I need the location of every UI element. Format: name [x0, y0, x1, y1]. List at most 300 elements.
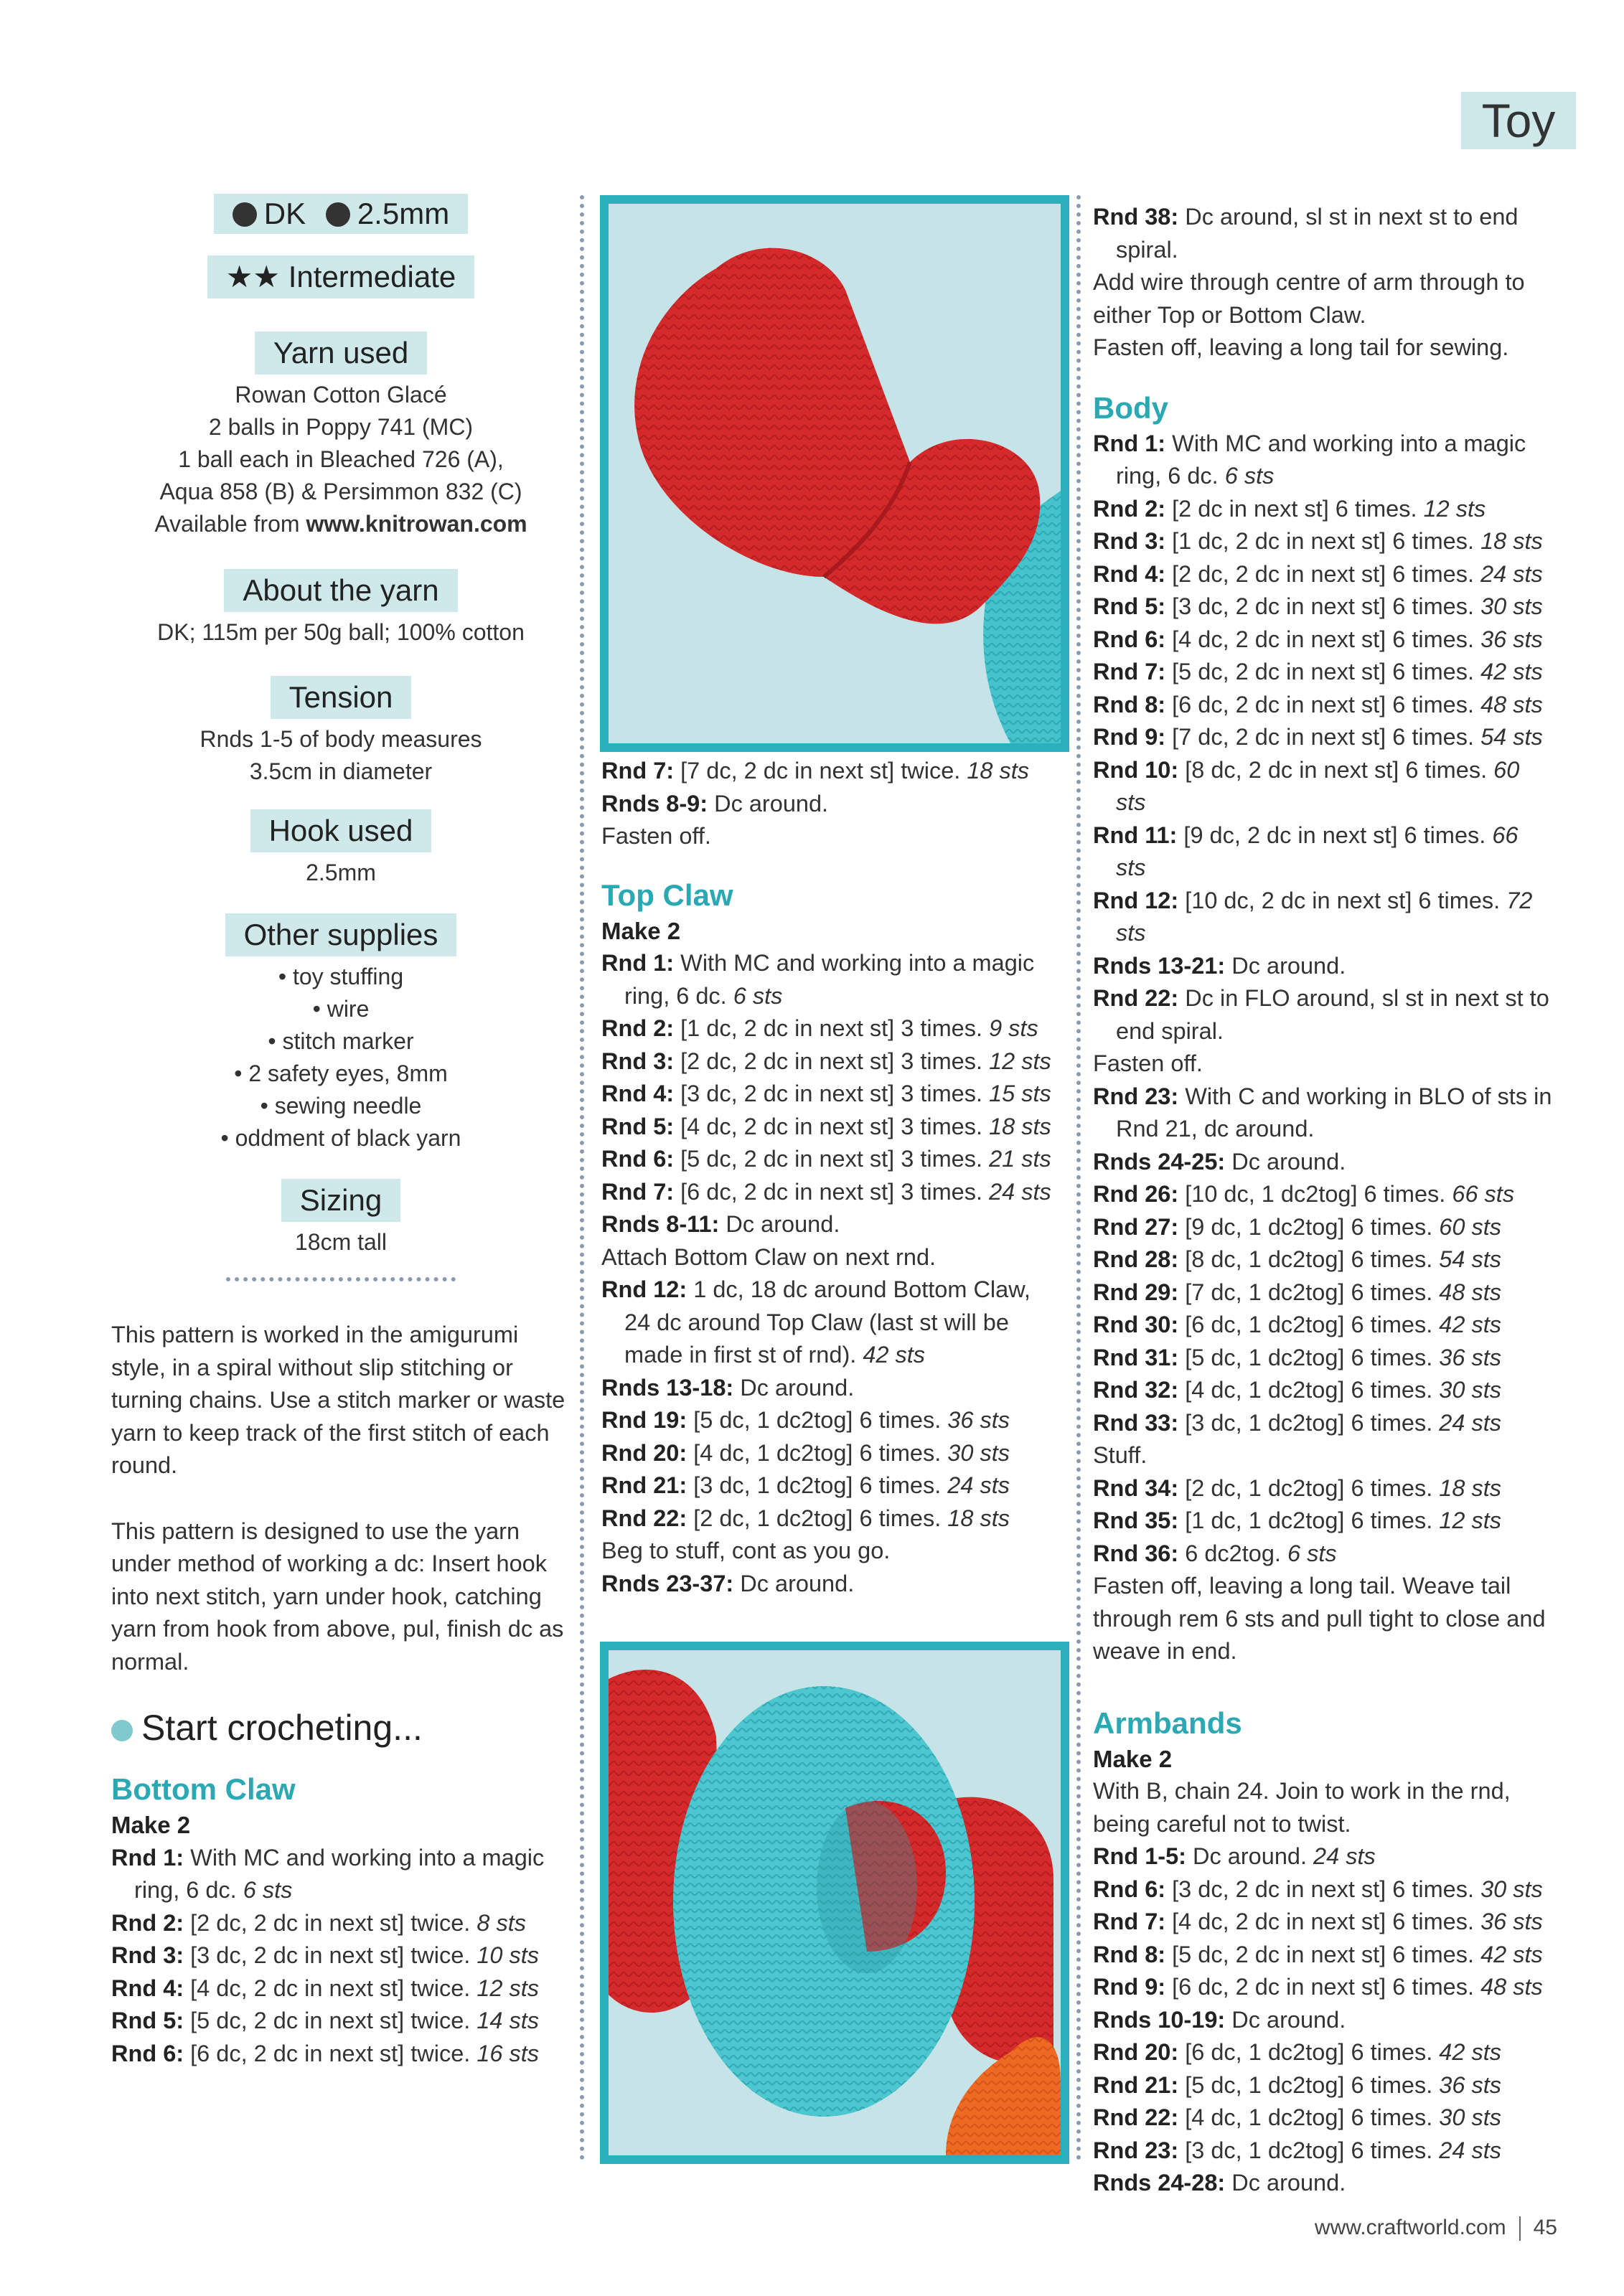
pattern-row — [1093, 1906, 1552, 1939]
pattern-row — [1093, 1178, 1552, 1211]
pattern-row — [1093, 2004, 1552, 2037]
row-label: Rnds 23-37: — [601, 1570, 734, 1596]
row-label: Rnd 8: — [1093, 1941, 1166, 1967]
pattern-row — [1093, 1276, 1552, 1309]
pattern-row — [601, 1274, 1061, 1372]
pattern-row — [1093, 754, 1552, 819]
row-instruction: [2 dc, 2 dc in next st] 6 times. — [1165, 560, 1481, 587]
stitch-count: 66 sts — [1116, 822, 1519, 880]
tension-line: Rnds 1-5 of body measures — [200, 726, 482, 752]
row-instruction: Dc around. — [1225, 2006, 1346, 2033]
stitch-count: 42 sts — [1480, 659, 1543, 684]
row-instruction: With MC and working into a magic ring, 6 dc. — [624, 950, 1035, 1009]
row-instruction: Dc around. — [1186, 1843, 1314, 1869]
stitch-count: 24 sts — [989, 1178, 1051, 1205]
row-label: Rnd 7: — [601, 758, 675, 784]
pattern-row — [1093, 1243, 1552, 1276]
row-instruction: [3 dc, 1 dc2tog] 6 times. — [1178, 2137, 1440, 2163]
row-instruction: With MC and working into a magic ring, 6 dc. — [134, 1844, 545, 1903]
stitch-count: 10 sts — [477, 1942, 540, 1968]
row-label: Rnd 4: — [111, 1975, 184, 2001]
pattern-row — [1093, 1472, 1552, 1505]
row-instruction: Dc around. — [733, 1374, 855, 1401]
row-label: Rnd 28: — [1093, 1246, 1179, 1272]
row-label: Rnd 4: — [1093, 560, 1166, 587]
body-stuff-text: Stuff. — [1093, 1442, 1147, 1468]
pattern-row — [601, 1208, 1061, 1241]
difficulty-label: Intermediate — [288, 260, 456, 293]
row-instruction: [2 dc, 2 dc in next st] 3 times. — [674, 1048, 990, 1074]
left-column — [111, 194, 571, 2070]
row-label: Rnd 6: — [601, 1146, 675, 1172]
yarn-hook-badge — [214, 194, 468, 234]
row-instruction: [4 dc, 2 dc in next st] 6 times. — [1165, 1909, 1481, 1934]
row-instruction: [5 dc, 2 dc in next st] twice. — [184, 2008, 477, 2033]
pattern-row — [601, 1045, 1061, 1078]
row-label: Rnd 1: — [111, 1844, 184, 1871]
row-instruction: [7 dc, 2 dc in next st] 6 times. — [1165, 724, 1481, 750]
yarn-supplier-link[interactable]: www.knitrowan.com — [306, 511, 527, 537]
row-label: Rnd 1-5: — [1093, 1843, 1186, 1869]
divider-dots — [226, 1277, 456, 1281]
bottom-claw-heading: Bottom Claw — [111, 1772, 296, 1806]
stitch-count: 54 sts — [1439, 1246, 1502, 1272]
pattern-row — [1093, 1840, 1552, 1873]
armbands-heading: Armbands — [1093, 1705, 1242, 1740]
row-instruction: Dc around. — [1225, 2170, 1346, 2196]
available-from: Available from www.knitrowan.com — [154, 511, 527, 537]
row-label: Rnd 30: — [1093, 1312, 1179, 1337]
row-label: Rnd 23: — [1093, 2137, 1179, 2163]
pattern-row — [1093, 201, 1552, 266]
pattern-row — [1093, 1211, 1552, 1244]
body-rows-2 — [1093, 1081, 1552, 1440]
row-label: Rnd 20: — [1093, 2039, 1179, 2065]
row-instruction: Dc around. — [708, 790, 829, 817]
stitch-count: 36 sts — [947, 1407, 1010, 1433]
badge-hook-size: 2.5mm — [357, 197, 450, 230]
row-label: Rnd 2: — [1093, 495, 1166, 522]
body-rows — [1093, 428, 1552, 1048]
pattern-row — [1093, 558, 1552, 591]
row-label: Rnds 13-18: — [601, 1374, 734, 1401]
row-label: Rnds 24-28: — [1093, 2170, 1226, 2196]
row-label: Rnd 2: — [111, 1909, 184, 1936]
pattern-row — [1093, 656, 1552, 689]
stitch-count: 18 sts — [1480, 528, 1543, 554]
armband-photo-illustration — [609, 1650, 1061, 2155]
pattern-row — [1093, 591, 1552, 624]
row-instruction: [3 dc, 1 dc2tog] 6 times. — [1178, 1409, 1440, 1436]
pattern-row — [601, 1176, 1061, 1209]
stitch-count: 24 sts — [947, 1472, 1010, 1498]
yarn-line: Rowan Cotton Glacé — [235, 382, 447, 408]
row-instruction: [6 dc, 2 dc in next st] twice. — [184, 2040, 477, 2066]
stitch-count: 24 sts — [1313, 1843, 1376, 1869]
pattern-row — [601, 1111, 1061, 1144]
pattern-row — [601, 1404, 1061, 1437]
row-label: Rnd 36: — [1093, 1540, 1179, 1566]
row-instruction: [5 dc, 2 dc in next st] 6 times. — [1165, 1941, 1481, 1967]
stitch-count: 30 sts — [1480, 593, 1543, 619]
row-label: Rnd 1: — [1093, 430, 1166, 456]
difficulty-badge — [207, 255, 474, 298]
middle-column — [601, 755, 1061, 1600]
row-instruction: With C and working in BLO of sts in Rnd 21, dc around. — [1116, 1083, 1552, 1142]
stitch-count: 8 sts — [477, 1909, 526, 1936]
pattern-row — [1093, 2069, 1552, 2102]
row-label: Rnd 35: — [1093, 1507, 1179, 1533]
row-instruction: Dc around. — [719, 1211, 840, 1237]
row-label: Rnds 8-11: — [601, 1211, 720, 1237]
row-label: Rnd 6: — [111, 2040, 184, 2066]
pattern-row — [1093, 2036, 1552, 2069]
pattern-row — [1093, 689, 1552, 722]
stitch-count: 66 sts — [1452, 1181, 1515, 1207]
pattern-row — [1093, 2102, 1552, 2135]
badge-yarn-weight: DK — [263, 197, 306, 230]
row-instruction: [2 dc, 1 dc2tog] 6 times. — [1178, 1474, 1440, 1501]
row-instruction: [8 dc, 1 dc2tog] 6 times. — [1178, 1246, 1440, 1272]
pattern-row — [1093, 1971, 1552, 2004]
stuff-text: Beg to stuff, cont as you go. — [601, 1538, 891, 1563]
row-label: Rnd 3: — [601, 1048, 675, 1074]
stitch-count: 24 sts — [1439, 1409, 1502, 1436]
yarn-ball-icon — [233, 202, 257, 227]
about-yarn-heading: About the yarn — [224, 569, 457, 612]
stitch-count: 18 sts — [947, 1505, 1010, 1531]
row-instruction: [5 dc, 1 dc2tog] 6 times. — [687, 1407, 948, 1433]
stitch-count: 42 sts — [1439, 1312, 1502, 1337]
row-label: Rnd 22: — [1093, 985, 1179, 1011]
row-instruction: With MC and working into a magic ring, 6 dc. — [1116, 430, 1526, 489]
stitch-count: 30 sts — [947, 1439, 1010, 1466]
stitch-count: 6 sts — [1287, 1540, 1337, 1566]
row-instruction: [4 dc, 1 dc2tog] 6 times. — [1178, 1377, 1440, 1403]
supply-item: • sewing needle — [260, 1093, 422, 1119]
sizing-text: 18cm tall — [294, 1229, 388, 1255]
row-label: Rnd 19: — [601, 1407, 687, 1433]
row-label: Rnd 21: — [1093, 2071, 1179, 2098]
row-instruction: [4 dc, 2 dc in next st] 3 times. — [674, 1113, 990, 1139]
row-label: Rnd 10: — [1093, 756, 1179, 783]
yarn-ball-icon — [111, 1720, 133, 1741]
supply-item: • toy stuffing — [278, 964, 404, 989]
row-instruction: [1 dc, 1 dc2tog] 6 times. — [1178, 1507, 1440, 1533]
tension-line: 3.5cm in diameter — [249, 758, 433, 784]
hook-used-text: 2.5mm — [306, 860, 376, 885]
about-yarn-text: DK; 115m per 50g ball; 100% cotton — [157, 619, 525, 645]
row-label: Rnd 8: — [1093, 691, 1166, 718]
row-instruction: [10 dc, 1 dc2tog] 6 times. — [1178, 1181, 1452, 1207]
stitch-count: 36 sts — [1480, 626, 1543, 652]
pattern-row — [601, 1568, 1061, 1601]
hook-used-heading: Hook used — [250, 809, 432, 852]
supply-item: • oddment of black yarn — [220, 1125, 461, 1151]
wire-text: Add wire through centre of arm through to either Top or Bottom Claw. — [1093, 269, 1525, 328]
row-label: Rnd 9: — [1093, 724, 1166, 750]
stitch-count: 12 sts — [989, 1048, 1051, 1074]
row-instruction: 6 dc2tog. — [1178, 1540, 1287, 1566]
stitch-count: 30 sts — [1439, 2104, 1502, 2130]
pattern-row — [1093, 950, 1552, 983]
intro-paragraph-2: This pattern is designed to use the yarn under method of working a dc: Insert hook into next stitch, yarn under hook, catching yarn from hook from above, pul, finish dc as normal. — [111, 1518, 564, 1675]
footer-url[interactable]: www.craftworld.com — [1314, 2216, 1506, 2239]
stitch-count: 42 sts — [1439, 2039, 1502, 2065]
yarn-used-heading: Yarn used — [255, 331, 427, 375]
pattern-row — [111, 2038, 571, 2071]
armbands-intro: With B, chain 24. Join to work in the rnd, being careful not to twist. — [1093, 1778, 1511, 1837]
claw-photo — [600, 195, 1069, 752]
pattern-row — [601, 1078, 1061, 1111]
row-instruction: [6 dc, 2 dc in next st] 6 times. — [1165, 1974, 1481, 2000]
stitch-count: 14 sts — [477, 2008, 540, 2033]
row-instruction: [2 dc in next st] 6 times. — [1165, 495, 1424, 522]
pattern-row — [111, 1972, 571, 2005]
row-instruction: [2 dc, 1 dc2tog] 6 times. — [687, 1505, 948, 1531]
column-divider — [1076, 195, 1081, 2161]
stitch-count: 18 sts — [989, 1113, 1051, 1139]
row-instruction: Dc around. — [1225, 1148, 1346, 1175]
row-instruction: [9 dc, 1 dc2tog] 6 times. — [1178, 1213, 1440, 1240]
row-label: Rnd 27: — [1093, 1213, 1179, 1240]
row-instruction: [3 dc, 2 dc in next st] 6 times. — [1165, 1876, 1481, 1902]
row-instruction: [1 dc, 2 dc in next st] 3 times. — [674, 1015, 990, 1041]
stitch-count: 36 sts — [1439, 2071, 1502, 2098]
stitch-count: 12 sts — [1439, 1507, 1502, 1533]
stitch-count: 60 sts — [1116, 756, 1520, 815]
row-label: Rnd 31: — [1093, 1344, 1179, 1370]
stitch-count: 16 sts — [477, 2040, 540, 2066]
supply-item: • stitch marker — [268, 1028, 414, 1054]
pattern-row — [1093, 2167, 1552, 2200]
row-label: Rnd 4: — [601, 1081, 675, 1106]
right-column — [1093, 201, 1552, 2200]
row-instruction: [7 dc, 1 dc2tog] 6 times. — [1178, 1279, 1440, 1305]
pattern-row — [1093, 982, 1552, 1048]
stitch-count: 36 sts — [1439, 1344, 1502, 1370]
stitch-count: 42 sts — [1480, 1941, 1543, 1967]
row-label: Rnds 10-19: — [1093, 2006, 1226, 2033]
yarn-line: 1 ball each in Bleached 726 (A), — [178, 446, 504, 472]
row-instruction: 1 dc, 18 dc around Bottom Claw, 24 dc around Top Claw (last st will be made in first st of rnd). — [624, 1276, 1031, 1368]
row-instruction: [3 dc, 2 dc in next st] 3 times. — [674, 1081, 990, 1106]
stitch-count: 12 sts — [477, 1975, 540, 2001]
row-label: Rnd 38: — [1093, 204, 1179, 230]
row-label: Rnd 2: — [601, 1015, 675, 1041]
stitch-count: 12 sts — [1423, 495, 1486, 522]
column-divider — [580, 195, 584, 2161]
top-claw-rows-2 — [601, 1274, 1061, 1535]
row-instruction: [4 dc, 2 dc in next st] 6 times. — [1165, 626, 1481, 652]
stitch-count: 60 sts — [1439, 1213, 1502, 1240]
row-instruction: [3 dc, 1 dc2tog] 6 times. — [687, 1472, 948, 1498]
pattern-row — [1093, 1309, 1552, 1342]
armbands-make: Make 2 — [1093, 1745, 1173, 1772]
row-instruction: [6 dc, 1 dc2tog] 6 times. — [1178, 1312, 1440, 1337]
pattern-row — [111, 2005, 571, 2038]
row-label: Rnd 6: — [1093, 626, 1166, 652]
row-instruction: [6 dc, 1 dc2tog] 6 times. — [1178, 2039, 1440, 2065]
stitch-count: 72 sts — [1116, 887, 1533, 946]
yarn-line: 2 balls in Poppy 741 (MC) — [208, 414, 474, 440]
row-label: Rnd 12: — [601, 1276, 687, 1302]
pattern-row — [1093, 624, 1552, 657]
row-instruction: [2 dc, 2 dc in next st] twice. — [184, 1909, 477, 1936]
intro-paragraph-1: This pattern is worked in the amigurumi style, in a spiral without slip stitching or turning chains. Use a stitch marker or waste yarn to keep track of the first stitch of each round. — [111, 1322, 565, 1478]
stitch-count: 42 sts — [863, 1342, 926, 1368]
row-instruction: [4 dc, 2 dc in next st] twice. — [184, 1975, 477, 2001]
row-label: Rnd 29: — [1093, 1279, 1179, 1305]
body-fasten-text: Fasten off. — [1093, 1050, 1203, 1076]
stitch-count: 30 sts — [1439, 1377, 1502, 1403]
stitch-count: 48 sts — [1480, 1974, 1543, 2000]
stitch-count: 36 sts — [1480, 1909, 1543, 1934]
sizing-heading: Sizing — [281, 1179, 400, 1222]
row-label: Rnd 34: — [1093, 1474, 1179, 1501]
pattern-row — [111, 1939, 571, 1972]
row-label: Rnd 20: — [601, 1439, 687, 1466]
row-label: Rnd 22: — [601, 1505, 687, 1531]
pattern-row — [111, 1907, 571, 1940]
pattern-row — [1093, 1538, 1552, 1571]
top-claw-make: Make 2 — [601, 917, 681, 944]
hook-icon — [326, 202, 350, 227]
armbands-rows — [1093, 1840, 1552, 2200]
row-instruction: [4 dc, 1 dc2tog] 6 times. — [687, 1439, 948, 1466]
pattern-row — [1093, 819, 1552, 885]
row-instruction: [5 dc, 2 dc in next st] 6 times. — [1165, 659, 1481, 684]
claw-end-rows — [601, 755, 1061, 820]
attach-text: Attach Bottom Claw on next rnd. — [601, 1243, 937, 1270]
pattern-row — [1093, 1342, 1552, 1375]
row-instruction: [5 dc, 2 dc in next st] 3 times. — [674, 1146, 990, 1172]
stitch-count: 24 sts — [1439, 2137, 1502, 2163]
top-claw-heading: Top Claw — [601, 878, 733, 912]
footer-separator — [1519, 2216, 1521, 2241]
row-label: Rnd 12: — [1093, 887, 1179, 913]
row-label: Rnd 3: — [111, 1942, 184, 1968]
top-claw-rows — [601, 947, 1061, 1241]
stitch-count: 30 sts — [1480, 1876, 1543, 1902]
pattern-row — [601, 1469, 1061, 1502]
row-instruction: [6 dc, 2 dc in next st] 6 times. — [1165, 691, 1481, 718]
pattern-row — [1093, 2135, 1552, 2168]
row-label: Rnd 32: — [1093, 1377, 1179, 1403]
start-crocheting-heading: Start crocheting... — [111, 1705, 571, 1750]
row-label: Rnds 24-25: — [1093, 1148, 1226, 1175]
other-supplies-heading: Other supplies — [225, 913, 457, 956]
pattern-row — [601, 755, 1061, 788]
fasten-tail-text: Fasten off, leaving a long tail for sewing. — [1093, 334, 1509, 360]
bottom-claw-rows — [111, 1842, 571, 2071]
pattern-row — [1093, 885, 1552, 950]
armband-photo — [600, 1642, 1069, 2164]
row-label: Rnd 7: — [1093, 659, 1166, 684]
row-label: Rnd 7: — [601, 1178, 675, 1205]
stitch-count: 15 sts — [989, 1081, 1051, 1106]
row-instruction: [8 dc, 2 dc in next st] 6 times. — [1178, 756, 1494, 783]
difficulty-stars: ★★ — [225, 260, 281, 293]
supply-item: • wire — [312, 996, 370, 1022]
page-footer — [1220, 2216, 1557, 2241]
row-label: Rnd 1: — [601, 950, 675, 976]
claw-photo-illustration — [609, 204, 1061, 743]
row-label: Rnd 5: — [601, 1113, 675, 1139]
body-heading: Body — [1093, 390, 1168, 425]
row-label: Rnd 5: — [1093, 593, 1166, 619]
row-label: Rnd 7: — [1093, 1909, 1166, 1934]
row-instruction: [4 dc, 1 dc2tog] 6 times. — [1178, 2104, 1440, 2130]
pattern-row — [601, 1437, 1061, 1470]
row-instruction: Dc around. — [733, 1570, 855, 1596]
claw-finish-rows — [1093, 201, 1552, 266]
top-claw-end-rows — [601, 1568, 1061, 1601]
bottom-claw-make: Make 2 — [111, 1812, 191, 1838]
pattern-row — [111, 1842, 571, 1907]
stitch-count: 21 sts — [989, 1146, 1051, 1172]
row-instruction: [9 dc, 2 dc in next st] 6 times. — [1177, 822, 1493, 848]
pattern-row — [601, 947, 1061, 1012]
pattern-row — [601, 1012, 1061, 1045]
pattern-row — [1093, 428, 1552, 493]
row-instruction: [6 dc, 2 dc in next st] 3 times. — [674, 1178, 990, 1205]
pattern-row — [601, 788, 1061, 821]
pattern-row — [1093, 493, 1552, 526]
pattern-row — [1093, 1146, 1552, 1179]
pattern-row — [1093, 1873, 1552, 1906]
row-label: Rnd 11: — [1093, 822, 1178, 848]
pattern-row — [601, 1143, 1061, 1176]
stitch-count: 6 sts — [733, 982, 783, 1009]
row-instruction: Dc in FLO around, sl st in next st to end spiral. — [1116, 985, 1549, 1044]
pattern-row — [1093, 1407, 1552, 1440]
stitch-count: 24 sts — [1480, 560, 1543, 587]
pattern-row — [1093, 721, 1552, 754]
row-label: Rnd 9: — [1093, 1974, 1166, 2000]
row-label: Rnds 13-21: — [1093, 952, 1226, 979]
pattern-row — [1093, 1505, 1552, 1538]
stitch-count: 48 sts — [1480, 691, 1543, 718]
pattern-row — [1093, 525, 1552, 558]
row-instruction: [5 dc, 1 dc2tog] 6 times. — [1178, 2071, 1440, 2098]
row-instruction: [5 dc, 1 dc2tog] 6 times. — [1178, 1344, 1440, 1370]
row-label: Rnd 26: — [1093, 1181, 1179, 1207]
row-instruction: [3 dc, 2 dc in next st] twice. — [184, 1942, 477, 1968]
row-label: Rnd 33: — [1093, 1409, 1179, 1436]
row-label: Rnd 22: — [1093, 2104, 1179, 2130]
stitch-count: 48 sts — [1439, 1279, 1502, 1305]
section-tag: Toy — [1461, 92, 1576, 149]
body-rows-3 — [1093, 1472, 1552, 1571]
yarn-line: Aqua 858 (B) & Persimmon 832 (C) — [159, 479, 522, 504]
body-end-text: Fasten off, leaving a long tail. Weave tail through rem 6 sts and pull tight to close and weave in end. — [1093, 1573, 1546, 1664]
row-instruction: Dc around, sl st in next st to end spiral. — [1116, 204, 1519, 263]
fasten-off-text: Fasten off. — [601, 823, 711, 849]
pattern-row — [1093, 1081, 1552, 1146]
row-instruction: [7 dc, 2 dc in next st] twice. — [674, 758, 967, 784]
stitch-count: 6 sts — [243, 1877, 293, 1903]
row-label: Rnd 21: — [601, 1472, 687, 1498]
row-instruction: Dc around. — [1225, 952, 1346, 979]
pattern-row — [601, 1502, 1061, 1535]
stitch-count: 18 sts — [1439, 1474, 1502, 1501]
row-label: Rnd 3: — [1093, 528, 1166, 554]
pattern-row — [601, 1372, 1061, 1405]
pattern-row — [1093, 1939, 1552, 1972]
row-instruction: [3 dc, 2 dc in next st] 6 times. — [1165, 593, 1481, 619]
row-instruction: [10 dc, 2 dc in next st] 6 times. — [1178, 887, 1507, 913]
